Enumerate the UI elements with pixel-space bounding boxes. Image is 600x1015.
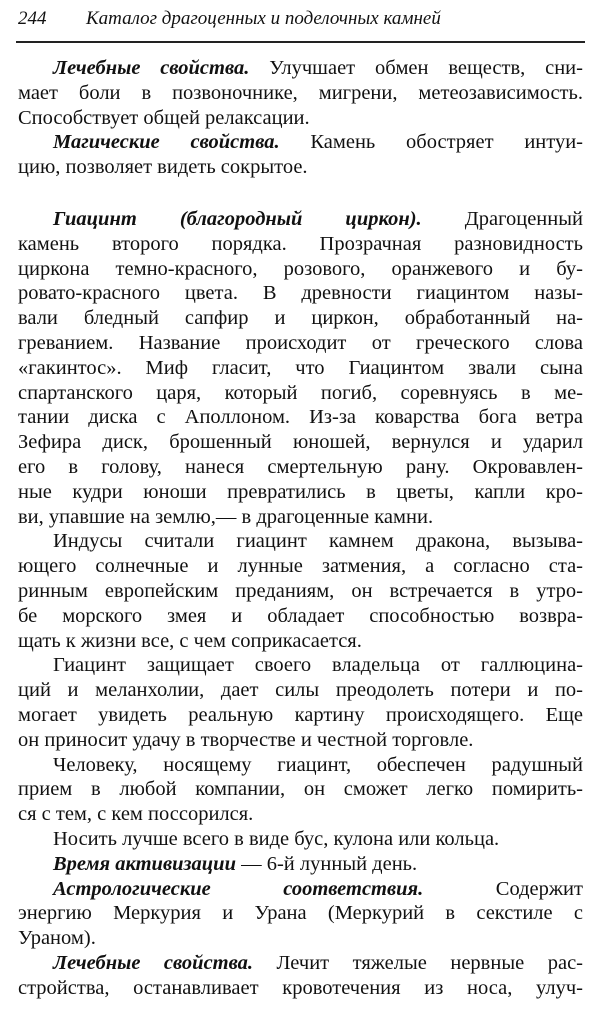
line-text: Камень обостряет интуи- [279,131,583,154]
text-line [18,130,583,154]
line-text: бе морского змея и обладает способностью возвра- [18,604,583,627]
line-text: Гиацинт защищает своего владельца от галлюцина- [53,654,583,677]
text-line [18,604,583,628]
text-line [18,281,583,305]
line-text: Улучшает обмен веществ, сни- [249,57,583,79]
line-text: мает боли в позвоночнике, мигрени, метеозависимость. [18,81,583,104]
section-heading: Лечебные свойства. [53,952,254,974]
line-text: цию, позволяет видеть сокрытое. [18,156,308,179]
text-line [18,81,583,105]
line-text: — 6-й лунный день. [235,852,418,875]
text-line [18,505,583,529]
text-line [18,802,583,826]
line-text: тании диска с Аполлоном. Из-за коварства бога ветра [18,406,583,429]
text-line [18,926,583,950]
section-heading: Время активизации [53,852,236,875]
line-text: стройства, останавливает кровотечения из носа, улуч- [18,976,583,999]
line-text: ви, упавшие на землю,— в драгоценные камни. [18,505,434,528]
text-line [18,331,583,355]
text-line [18,56,583,80]
line-text: Способствует общей релаксации. [18,106,310,129]
text-line [18,951,583,975]
text-line [18,480,583,504]
text-line [18,405,583,429]
text-line [18,106,583,130]
line-text: Зефира диск, брошенный юношей, вернулся и ударил [18,431,583,454]
line-text: вали бледный сапфир и циркон, обработанный на- [18,307,583,330]
text-line [18,753,583,777]
line-text: ные кудри юноши превратились в цветы, капли кро- [18,480,583,503]
text-line [18,703,583,727]
line-text: энергию Меркурия и Урана (Меркурий в секстиле с [18,902,583,925]
text-line [18,554,583,578]
line-text: он приносит удачу в творчестве и честной торговле. [18,728,474,751]
section-heading: Лечебные свойства. [53,57,250,79]
running-title: Каталог драгоценных и поделочных камней [86,8,441,29]
text-line [18,257,583,281]
line-text: спартанского царя, который погиб, соревнуясь в ме- [18,381,583,404]
line-text: его в голову, нанеся смертельную рану. Окровавлен- [18,456,583,478]
text-line [18,976,583,1000]
text-line [18,455,583,479]
line-text: ся с тем, с кем поссорился. [18,803,254,826]
line-text: «гакинтос». Миф гласит, что Гиацинтом звали сына [18,356,583,379]
line-text: Драгоценный [421,208,583,230]
text-line [18,207,583,231]
header-rule [16,41,585,43]
text-line [18,306,583,330]
text-line [18,653,583,677]
line-text: ющего солнечные и лунные затмения, а согласно ста- [18,555,583,578]
line-text: прием в любой компании, он сможет легко помирить- [18,778,583,801]
text-line [18,877,583,901]
line-text: могает увидеть реальную картину происходящего. Еще [18,704,583,726]
text-line [18,629,583,653]
text-line [18,529,583,553]
text-line [18,852,583,876]
line-text: Содержит [423,877,583,900]
page-number: 244 [18,8,47,29]
text-line [18,356,583,380]
text-line [18,777,583,801]
line-text: Человеку, носящему гиацинт, обеспечен радушный [53,753,583,776]
section-heading: Гиацинт (благородный циркон). [53,208,422,230]
section-heading: Магические свойства. [53,131,280,154]
line-text: Индусы считали гиацинт камнем дракона, вызыва- [53,530,583,553]
text-line [18,901,583,925]
section-heading: Астрологические соответствия. [53,877,424,900]
line-text: ровато-красного цвета. В древности гиацинтом назы- [18,282,583,305]
text-line [18,381,583,405]
text-line [18,232,583,256]
text-line [18,155,583,179]
text-line [18,728,583,752]
text-line [18,827,583,851]
line-text: щать к жизни все, с чем соприкасается. [18,629,362,652]
line-text: камень второго порядка. Прозрачная разновидность [18,232,583,255]
line-text: ринным европейским преданиям, он встречается в утро- [18,580,583,602]
line-text: Носить лучше всего в виде бус, кулона или кольца. [53,828,500,850]
text-line [18,430,583,454]
line-text: Ураном). [18,927,96,950]
line-text: Лечит тяжелые нервные рас- [253,952,583,974]
line-text: циркона темно-красного, розового, оранжевого и бу- [18,257,583,280]
text-line [18,678,583,702]
text-line [18,579,583,603]
line-text: греванием. Название происходит от греческого слова [18,332,583,354]
line-text: ций и меланхолии, дает силы преодолеть потери и по- [18,679,583,702]
